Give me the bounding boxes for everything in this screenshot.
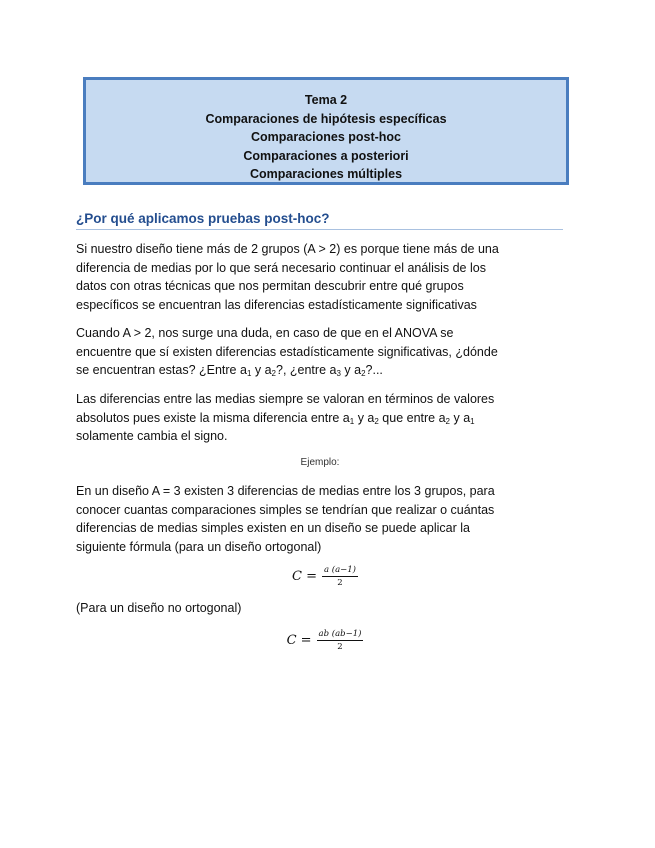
subscript: 2 <box>361 369 366 378</box>
title-line-topic: Tema 2 <box>304 93 348 107</box>
text-segment: absolutos pues existe la misma diferencia entre a <box>76 410 350 425</box>
subscript: 2 <box>445 416 450 426</box>
formula-fraction <box>317 629 364 652</box>
formula-lhs: C = <box>286 633 312 648</box>
paragraph-intro <box>76 240 563 314</box>
formula-denominator: 2 <box>337 642 343 652</box>
paragraph-line: En un diseño A = 3 existen 3 diferencias de medias entre los 3 grupos, para <box>76 484 495 498</box>
title-line-multiple: Comparaciones múltiples <box>249 167 403 181</box>
text-segment: y a <box>450 410 471 425</box>
paragraph-absolute-values <box>76 390 563 446</box>
formula-numerator: a (a−1) <box>323 565 356 575</box>
paragraph-line: datos con otras técnicas que nos permitan descubrir entre qué grupos <box>76 279 464 293</box>
title-line-post-hoc: Comparaciones post-hoc <box>250 130 402 144</box>
paragraph-line: encuentre que sí existen diferencias estadísticamente significativas, ¿dónde <box>76 344 498 359</box>
paragraph-non-orthogonal <box>76 599 563 618</box>
subscript: 3 <box>336 369 341 378</box>
paragraph-line: Las diferencias entre las medias siempre se valoran en términos de valores <box>76 392 495 406</box>
text-segment: ?... <box>365 363 383 377</box>
formula-orthogonal <box>0 565 650 588</box>
section-heading: ¿Por qué aplicamos pruebas post-hoc? <box>76 211 563 230</box>
example-caption: Ejemplo: <box>300 457 340 468</box>
paragraph-line: solamente cambia el signo. <box>76 429 228 443</box>
text-segment: y a <box>251 363 272 377</box>
subscript: 1 <box>349 416 355 426</box>
paragraph-line: diferencias de medias simples existen en un diseño se puede aplicar la <box>76 521 470 535</box>
text-segment: se encuentran estas? ¿Entre a <box>76 363 247 377</box>
title-line-specific-comparisons: Comparaciones de hipótesis específicas <box>205 111 447 126</box>
text-segment: que entre a <box>378 410 446 425</box>
title-line-a-posteriori: Comparaciones a posteriori <box>243 148 409 163</box>
formula-lhs: C = <box>292 569 317 584</box>
paragraph-line <box>76 361 563 380</box>
subscript: 1 <box>246 369 252 378</box>
paragraph-line: Cuando A > 2, nos surge una duda, en caso de que en el ANOVA se <box>76 326 454 340</box>
paragraph-line <box>76 409 563 428</box>
paragraph-line: conocer cuantas comparaciones simples se tendrían que realizar o cuántas <box>76 502 495 517</box>
paragraph-line: siguiente fórmula (para un diseño ortogonal) <box>76 539 322 554</box>
formula-fraction <box>322 565 358 588</box>
subscript: 2 <box>374 416 379 426</box>
non-orthogonal-label: (Para un diseño no ortogonal) <box>76 601 242 615</box>
paragraph-doubt <box>76 324 563 380</box>
formula-non-orthogonal <box>0 629 650 652</box>
paragraph-line: diferencia de medias por lo que será necesario continuar el análisis de los <box>76 260 486 275</box>
paragraph-example <box>76 482 563 556</box>
title-box <box>83 77 569 185</box>
paragraph-line: Si nuestro diseño tiene más de 2 grupos (A > 2) es porque tiene más de una <box>76 242 499 256</box>
text-segment: y a <box>354 410 375 425</box>
formula-denominator: 2 <box>337 578 343 588</box>
text-segment: ?, ¿entre a <box>276 363 337 377</box>
text-segment: y a <box>340 363 362 377</box>
subscript: 2 <box>271 369 276 378</box>
paragraph-line: específicos se encuentran las diferencias estadísticamente significativas <box>76 297 477 312</box>
formula-numerator: ab (ab−1) <box>318 629 362 639</box>
subscript: 1 <box>470 416 475 426</box>
